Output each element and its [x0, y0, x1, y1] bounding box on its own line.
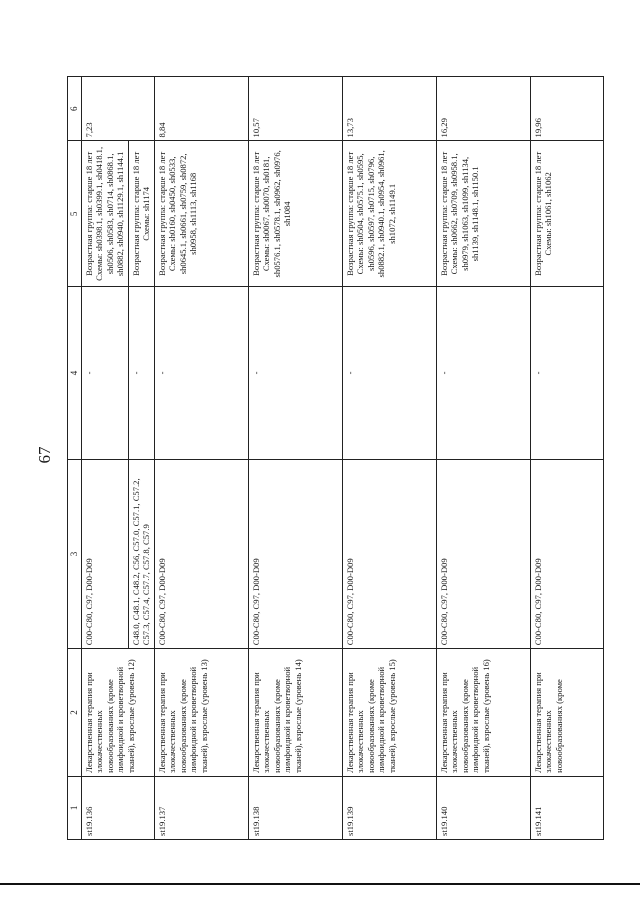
row-diagnosis: C00-C80, C97, D00-D09: [530, 459, 603, 649]
scan-edge-line: [0, 883, 640, 885]
row-coefficient: 8,84: [154, 77, 248, 141]
row-criteria: Возрастная группа: старше 18 лет Схемы: sh0662, sh0709, sh0958.1, sh0979, sh1063, sh1099, sh1134, sh1139, sh1148.1, sh1150.1: [436, 141, 530, 287]
row-extra: -: [81, 287, 128, 460]
col-header-1: 1: [68, 776, 82, 839]
row-criteria: Возрастная группа: старше 18 лет Схемы: sh0067, sh0070, sh0181, sh0576.1, sh0578.1, sh0962, sh0976, sh1084: [248, 141, 342, 287]
row-coefficient: 16,29: [436, 77, 530, 141]
row-code: st19.139: [342, 776, 436, 839]
row-extra: -: [248, 287, 342, 460]
col-header-6: 6: [68, 77, 82, 141]
table-row: [530, 77, 603, 840]
col-header-3: 3: [68, 459, 82, 649]
row-code: st19.137: [154, 776, 248, 839]
row-extra: -: [436, 287, 530, 460]
row-name: Лекарственная терапия при злокачественных новообразованиях (кроме лимфоидной и кроветворной тканей), взрослые (уровень 16): [436, 649, 530, 777]
table-row: [436, 77, 530, 840]
row-diagnosis: C00-C80, C97, D00-D09: [436, 459, 530, 649]
row-criteria: Возрастная группа: старше 18 лет Схемы: sh0398.1, sh0399.1, sh0418.1, sh0506, sh0583, sh0714, sh0868.1, sh0882, sh0940, sh1129.1, sh1144.1: [81, 141, 128, 287]
col-header-2: 2: [68, 649, 82, 777]
row-extra: -: [530, 287, 603, 460]
row-name: Лекарственная терапия при злокачественных новообразованиях (кроме лимфоидной и кроветворной тканей), взрослые (уровень 12): [81, 649, 154, 777]
row-code: st19.141: [530, 776, 603, 839]
row-name: Лекарственная терапия при злокачественных новообразованиях (кроме лимфоидной и кроветворной тканей), взрослые (уровень 13): [154, 649, 248, 777]
row-extra: -: [342, 287, 436, 460]
col-header-4: 4: [68, 287, 82, 460]
page-number: 67: [35, 446, 54, 464]
row-criteria: Возрастная группа: старше 18 лет Схемы: sh1061, sh1062: [530, 141, 603, 287]
table-row: [342, 77, 436, 840]
row-code: st19.138: [248, 776, 342, 839]
tariff-table: [67, 76, 604, 840]
row-diagnosis: C00-C80, C97, D00-D09: [81, 459, 128, 649]
row-name: Лекарственная терапия при злокачественных новообразованиях (кроме лимфоидной и кроветворной тканей), взрослые (уровень 14): [248, 649, 342, 777]
row-criteria: Возрастная группа: старше 18 лет Схемы: sh0504, sh0575.1, sh0595, sh0596, sh0597, sh0715, sh0796, sh0882.1, sh0940.1, sh0954, sh0961, sh1072, sh1149.1: [342, 141, 436, 287]
row-extra: -: [128, 287, 154, 460]
row-diagnosis: C48.0, C48.1, C48.2, C56, C57.0, C57.1, C57.2, C57.3, C57.4, C57.7, C57.8, C57.9: [128, 459, 154, 649]
row-coefficient: 19,96: [530, 77, 603, 141]
col-header-5: 5: [68, 141, 82, 287]
header-row: [68, 77, 82, 840]
row-extra: -: [154, 287, 248, 460]
row-code: st19.136: [81, 776, 154, 839]
rotated-sheet: [35, 76, 630, 840]
row-criteria: Возрастная группа: старше 18 лет Схемы: sh0160, sh0450, sh0533, sh0645.1, sh0661, sh0759, sh0872, sh0958, sh1113, sh1168: [154, 141, 248, 287]
row-diagnosis: C00-C80, C97, D00-D09: [342, 459, 436, 649]
table-row: [154, 77, 248, 840]
row-name: Лекарственная терапия при злокачественных новообразованиях (кроме: [530, 649, 603, 777]
table-row: [81, 77, 128, 840]
row-diagnosis: C00-C80, C97, D00-D09: [154, 459, 248, 649]
row-coefficient: 10,57: [248, 77, 342, 141]
table-row: [248, 77, 342, 840]
row-diagnosis: C00-C80, C97, D00-D09: [248, 459, 342, 649]
row-criteria: Возрастная группа: старше 18 лет Схемы: sh1174: [128, 141, 154, 287]
row-coefficient: 7,23: [81, 77, 154, 141]
row-coefficient: 13,73: [342, 77, 436, 141]
row-code: st19.140: [436, 776, 530, 839]
row-name: Лекарственная терапия при злокачественных новообразованиях (кроме лимфоидной и кроветворной тканей), взрослые (уровень 15): [342, 649, 436, 777]
